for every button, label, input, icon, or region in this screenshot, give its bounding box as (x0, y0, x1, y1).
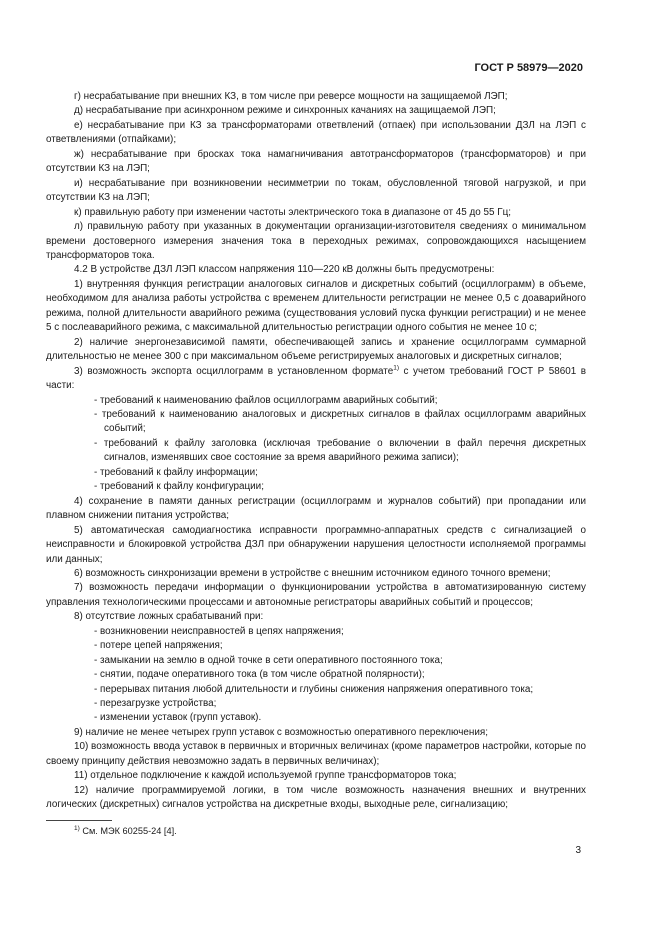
sub-item: - требований к наименованию аналоговых и дискретных сигналов в файлах осциллограмм аварийных событий; (94, 408, 586, 435)
list-item-3-text-after: с учетом требований ГОСТ Р 58601 в части: (46, 365, 587, 392)
list-item-2: 2) наличие энергонезависимой памяти, обеспечивающей запись и хранение осциллограмм суммарной длительностью не менее 300 с при максимальном объеме регистрируемых аналоговых и дискретных сигналов; (46, 336, 586, 363)
list-item-i: и) несрабатывание при возникновении несимметрии по токам, обусловленной тяговой нагрузкой, и при отсутствии КЗ на ЛЭП; (46, 177, 586, 204)
sub-item: - потере цепей напряжения; (94, 640, 223, 652)
list-item-5: 5) автоматическая самодиагностика исправности программно-аппаратных средств с сигнализацией о неисправности и блокировкой устройства ДЗЛ при обнаружении нарушения целостности исполняемой программы или данных; (46, 524, 586, 565)
sub-item: - замыкании на землю в одной точке в сети оперативного постоянного тока; (94, 654, 443, 666)
list-item-k: к) правильную работу при изменении частоты электрического тока в диапазоне от 45 до 55 Гц; (74, 206, 512, 218)
sub-item: - требований к файлу информации; (94, 466, 258, 478)
sub-item: - снятии, подаче оперативного тока (в том числе обратной полярности); (94, 669, 425, 681)
list-item-7: 7) возможность передачи информации о функционировании устройства в автоматизированную систему управления технологическими процессами и автономные регистраторы аварийных событий и процессов; (46, 582, 586, 608)
document-body (46, 90, 586, 813)
sub-item: - требований к наименованию файлов осциллограмм аварийных событий; (94, 394, 438, 406)
list-item-3-text: 3) возможность экспорта осциллограмм в установленном формате (74, 365, 394, 377)
sub-item: - изменении уставок (групп уставок). (94, 712, 262, 724)
sub-item: - перерывах питания любой длительности и глубины снижения напряжения оперативного тока; (94, 683, 534, 695)
footnote (74, 826, 177, 836)
footnote-ref: 1) (393, 364, 399, 372)
sub-item: - требований к файлу конфигурации; (94, 481, 264, 493)
list-item-3 (46, 365, 586, 394)
list-item-zh: ж) несрабатывание при бросках тока намагничивания автотрансформаторов (трансформаторов) и при отсутствии КЗ на ЛЭП; (46, 148, 586, 175)
list-item-4: 4) сохранение в памяти данных регистрации (осциллограмм и журналов событий) при пропадании или плавном снижении питания устройства; (46, 495, 586, 522)
standard-number: ГОСТ Р 58979—2020 (474, 62, 583, 74)
list-item-10: 10) возможность ввода уставок в первичных и вторичных величинах (кроме параметров настройки, которые по своему принципу действия невозможно задать в первичных величинах); (46, 741, 586, 767)
list-item-e: е) несрабатывание при КЗ за трансформаторами ответвлений (отпаек) при использовании ДЗЛ на ЛЭП с ответвлениями (отпайками); (46, 119, 586, 146)
section-4-2: 4.2 В устройстве ДЗЛ ЛЭП классом напряжения 110—220 кВ должны быть предусмотрены: (74, 264, 495, 276)
footnote-divider (46, 820, 112, 821)
sub-item: - возникновении неисправностей в цепях напряжения; (94, 625, 344, 637)
list-item-d: д) несрабатывание при асинхронном режиме и синхронных качаниях на защищаемой ЛЭП; (74, 105, 496, 117)
list-item-6: 6) возможность синхронизации времени в устройстве с внешним источником единого точного времени; (74, 567, 551, 579)
list-item-8: 8) отсутствие ложных срабатываний при: (74, 611, 264, 623)
list-item-l: л) правильную работу при указанных в документации организации-изготовителя сведениях о минимальном времени достоверного измерения значения тока в переходных режимах, сопровождающихся насыщением трансформаторов тока. (46, 221, 586, 261)
list-item-9: 9) наличие не менее четырех групп уставок с возможностью оперативного переключения; (74, 726, 488, 738)
page-number: 3 (575, 845, 581, 856)
list-item-12: 12) наличие программируемой логики, в том числе возможность назначения внешних и внутренних логических (дискретных) сигналов устройства на дискретные входы, выходные реле, сигнализацию; (46, 784, 586, 811)
footnote-mark: 1) (74, 824, 80, 832)
list-item-1: 1) внутренняя функция регистрации аналоговых сигналов и дискретных событий (осциллограмм) в объеме, необходимом для анализа работы устройства с временем длительности регистрации не менее 0,5 с доаварийного режима, полной длительности аварийного режима (существования условий пуска функции регистрации) и не менее 5 с послеаварийного режима, с максимальной длительностью регистрации одного события не менее 10 с; (46, 278, 586, 334)
list-item-11: 11) отдельное подключение к каждой используемой группе трансформаторов тока; (74, 770, 457, 782)
sub-item: - перезагрузке устройства; (94, 698, 217, 710)
sub-item: - требований к файлу заголовка (исключая требование о включении в файл перечня дискретных сигналов, изменявших свое состояние за время аварийного режима записи); (94, 437, 586, 464)
footnote-text: См. МЭК 60255-24 [4]. (79, 826, 177, 836)
list-item-g: г) несрабатывание при внешних КЗ, в том числе при реверсе мощности на защищаемой ЛЭП; (74, 91, 508, 102)
